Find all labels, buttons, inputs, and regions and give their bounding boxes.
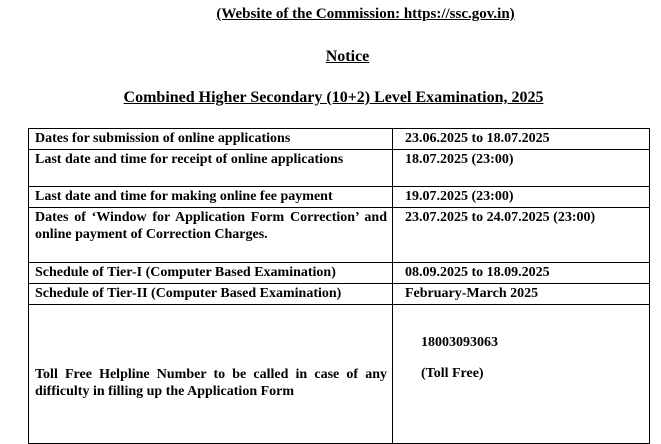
row-value-text: 19.07.2025 (23:00) — [405, 189, 514, 204]
row-label: Last date and time for receipt of online applications — [29, 150, 393, 187]
commission-website-line — [0, 6, 661, 23]
notice-heading-text: Notice — [325, 48, 370, 65]
row-value-text: 23.06.2025 to 18.07.2025 — [405, 131, 550, 146]
row-value-text: 18.07.2025 (23:00) — [405, 152, 514, 167]
table-row — [29, 208, 650, 263]
helpline-label: Toll Free Helpline Number to be called in case of any difficulty in filling up the Application Form — [29, 305, 393, 444]
row-value-text: 08.09.2025 to 18.09.2025 — [405, 265, 550, 280]
row-value-text: February-March 2025 — [405, 286, 539, 301]
row-label: Dates for submission of online applications — [29, 129, 393, 150]
exam-title — [0, 89, 661, 107]
helpline-number: 18003093063 — [421, 335, 498, 350]
row-value — [393, 208, 650, 263]
row-label: Schedule of Tier-II (Computer Based Examination) — [29, 284, 393, 305]
table-row — [29, 263, 650, 284]
row-label: Schedule of Tier-I (Computer Based Examination) — [29, 263, 393, 284]
row-value-text: 23.07.2025 to 24.07.2025 (23:00) — [405, 210, 596, 225]
row-label: Last date and time for making online fee payment — [29, 187, 393, 208]
website-text: (Website of the Commission: https://ssc.gov.in) — [216, 6, 515, 22]
table-row — [29, 129, 650, 150]
row-value — [393, 129, 650, 150]
table-row — [29, 284, 650, 305]
row-value — [393, 263, 650, 284]
table-row — [29, 187, 650, 208]
table-row — [29, 150, 650, 187]
helpline-note: (Toll Free) — [421, 366, 484, 381]
helpline-value — [393, 305, 650, 444]
exam-title-text: Combined Higher Secondary (10+2) Level Examination, 2025 — [123, 89, 544, 106]
row-value — [393, 150, 650, 187]
row-value — [393, 187, 650, 208]
row-value — [393, 284, 650, 305]
schedule-table — [28, 128, 650, 444]
helpline-row — [29, 305, 650, 444]
notice-heading — [0, 48, 661, 66]
row-label: Dates of ‘Window for Application Form Correction’ and online payment of Correction Charges. — [29, 208, 393, 263]
